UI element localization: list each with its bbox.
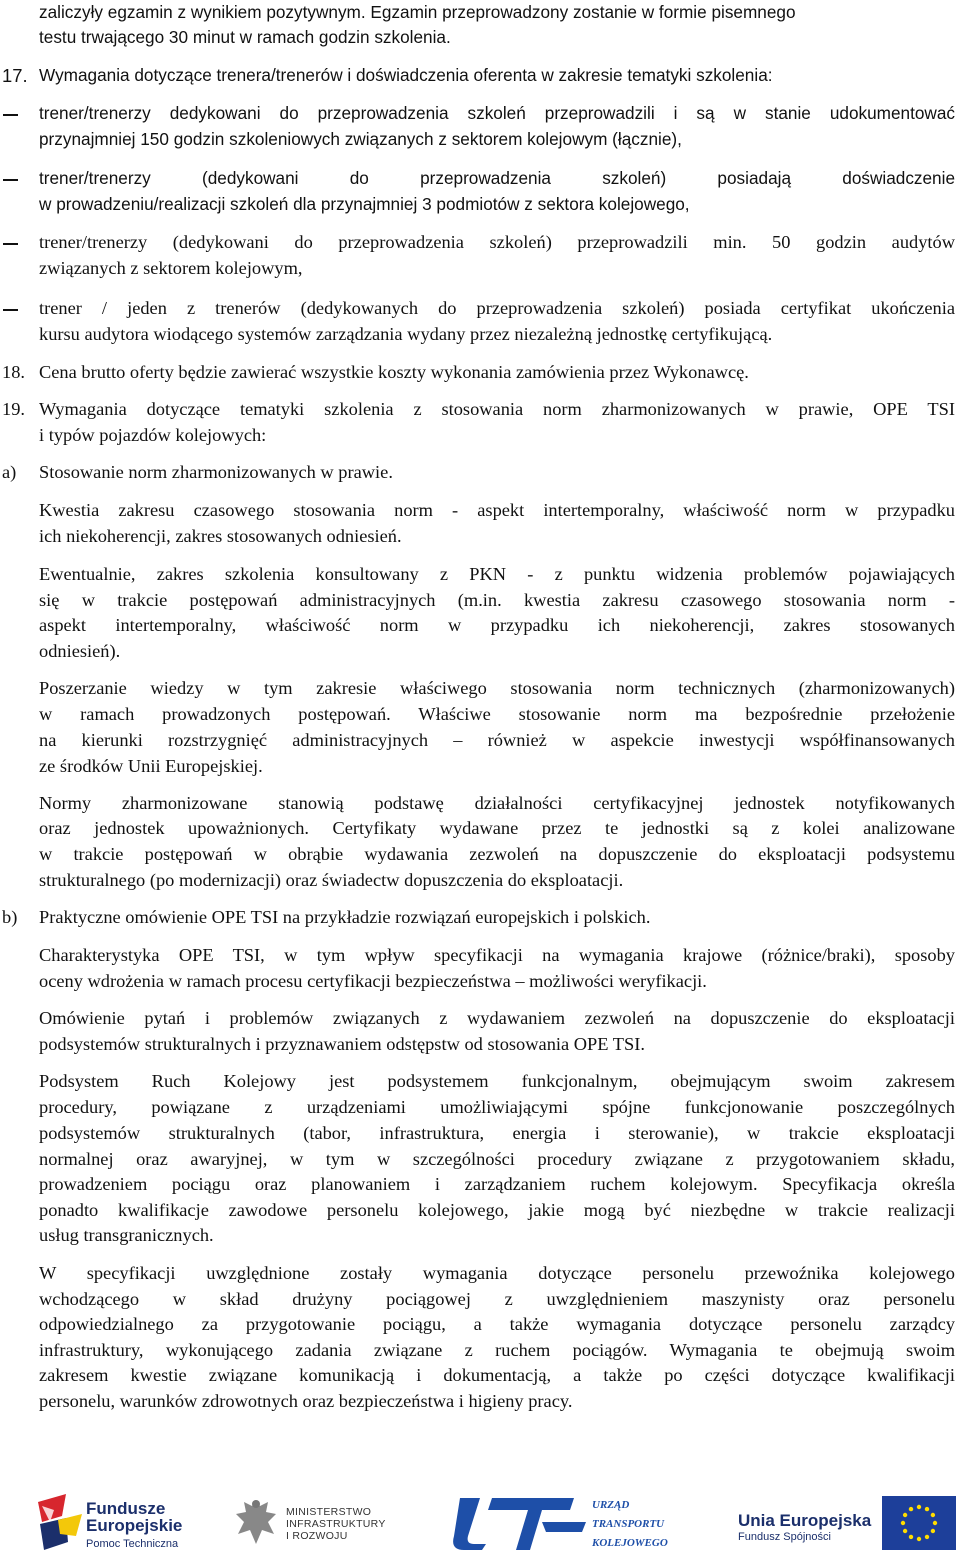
list-marker: 17. <box>2 65 28 86</box>
text-line: Normy zharmonizowane stanowią podstawę działalności certyfikacyjnej jednostek notyfikowanych <box>39 793 955 813</box>
text-line: trener/trenerzy (dedykowani do przeprowadzenia szkoleń) przeprowadzili min. 50 godzin audytów <box>39 232 955 252</box>
text-line: normalnej oraz awaryjnej, w tym w szczególności procedury związane z przygotowaniem składu, <box>39 1149 955 1169</box>
text-line: trener / jeden z trenerów (dedykowanych do przeprowadzenia szkoleń) posiada certyfikat ukończenia <box>39 298 955 318</box>
utk-mark-icon <box>446 1492 596 1554</box>
text-line: personelu, warunków zdrowotnych oraz bezpieczeństwa i higieny pracy. <box>39 1391 573 1411</box>
text-line: zakresem kwestie związane komunikacją i dokumentacją, a także po części dotyczące kwalifikacji <box>39 1365 955 1385</box>
list-marker: 19. <box>2 399 25 419</box>
eu-star <box>903 1513 907 1517</box>
eu-star <box>931 1513 935 1517</box>
eagle-emblem-icon <box>232 1494 280 1550</box>
text-line: i typów pojazdów kolejowych: <box>39 425 267 445</box>
footer-logos <box>0 1488 960 1558</box>
eu-flag-icon <box>882 1496 956 1550</box>
text-line: Stosowanie norm zharmonizowanych w prawie. <box>39 462 393 482</box>
mi-line3: I ROZWOJU <box>286 1530 348 1542</box>
text-line: Charakterystyka OPE TSI, w tym wpływ specyfikacji na wymagania krajowe (różnice/braki), sposoby <box>39 945 955 965</box>
list-marker: 18. <box>2 362 25 382</box>
text-line: podsystemów strukturalnych i przyznawaniem odstępstw od stosowania OPE TSI. <box>39 1034 645 1054</box>
text-line: Omówienie pytań i problemów związanych z wydawaniem zezwoleń na dopuszczenie do eksploatacji <box>39 1008 955 1028</box>
text-line: procedury, powiązane z urządzeniami umożliwiającymi spójne funkcjonowanie poszczególnych <box>39 1097 955 1117</box>
text-line: oraz jednostek upoważnionych. Certyfikaty wydawane przez te jednostki są z kolei analizowane <box>39 818 955 838</box>
fe-line3: Pomoc Techniczna <box>86 1538 179 1550</box>
text-line: w prowadzeniu/realizacji szkoleń dla przynajmniej 3 podmiotów z sektora kolejowego, <box>39 194 690 214</box>
text-line: trener/trenerzy dedykowani do przeprowadzenia szkoleń przeprowadzili i są w stanie udokumentować <box>39 103 955 123</box>
ministerstwo-logo <box>232 1494 412 1554</box>
eu-star <box>917 1505 921 1509</box>
text-line: przynajmniej 150 godzin szkoleniowych związanych z sektorem kolejowym (łącznie), <box>39 129 682 149</box>
list-marker: a) <box>2 462 17 482</box>
text-line: podsystemów strukturalnych (tabor, infrastruktura, energia i sterowanie), w trakcie eksploatacji <box>39 1123 955 1143</box>
eu-star <box>933 1521 937 1525</box>
text-line: oceny wdrożenia w ramach procesu certyfikacji bezpieczeństwa – możliwości weryfikacji. <box>39 971 707 991</box>
bullet-dash <box>3 243 18 245</box>
eu-star <box>909 1535 913 1539</box>
text-line: trener/trenerzy (dedykowani do przeprowadzenia szkoleń) posiadają doświadczenie <box>39 168 955 188</box>
eu-star <box>931 1529 935 1533</box>
fe-star-icon <box>36 1492 84 1554</box>
fundusze-europejskie-logo <box>36 1492 236 1556</box>
text-line: wchodzącego w skład drużyny pociągowej z uwzględnieniem maszynisty oraz personelu <box>39 1289 955 1309</box>
utk-line1: URZĄD <box>592 1499 630 1511</box>
text-line: się w trakcie postępowań administracyjnych (m.in. kwestia zakresu czasowego stosowania norm - <box>39 590 955 610</box>
text-line: w ramach prowadzonych postępowań. Właściwe stosowanie norm ma bezpośrednie przełożenie <box>39 704 955 724</box>
fe-line1: Fundusze <box>86 1499 166 1518</box>
eu-star <box>903 1529 907 1533</box>
unia-europejska-logo <box>738 1494 958 1554</box>
text-line: Ewentualnie, zakres szkolenia konsultowany z PKN - z punktu widzenia problemów pojawiających <box>39 564 955 584</box>
eu-star <box>917 1537 921 1541</box>
text-line: prowadzeniem pociągu oraz planowaniem i zarządzaniem ruchem kolejowym. Specyfikacja określa <box>39 1174 955 1194</box>
ue-line2: Fundusz Spójności <box>738 1531 831 1543</box>
bullet-dash <box>3 179 18 181</box>
text-line: usług transgranicznych. <box>39 1225 214 1245</box>
text-line: Poszerzanie wiedzy w tym zakresie właściwego stosowania norm technicznych (zharmonizowanych) <box>39 678 955 698</box>
eu-star <box>925 1507 929 1511</box>
text-line: Wymagania dotyczące trenera/trenerów i doświadczenia oferenta w zakresie tematyki szkolenia: <box>39 65 773 85</box>
text-line: ich niekoherencji, zakres stosowanych odniesień. <box>39 526 402 546</box>
mi-line1: MINISTERSTWO <box>286 1506 372 1518</box>
mi-line2: INFRASTRUKTURY <box>286 1518 386 1530</box>
text-line: ponadto kwalifikacje zawodowe personelu kolejowego, jakie mogą być niezbędne w trakcie realizacji <box>39 1200 955 1220</box>
text-line: W specyfikacji uwzględnione zostały wymagania dotyczące personelu przewoźnika kolejowego <box>39 1263 955 1283</box>
text-line: Praktyczne omówienie OPE TSI na przykładzie rozwiązań europejskich i polskich. <box>39 907 651 927</box>
text-line: ze środków Unii Europejskiej. <box>39 756 263 776</box>
ue-line1: Unia Europejska <box>738 1511 872 1530</box>
bullet-dash <box>3 114 18 116</box>
text-line: odpowiedzialnego za przygotowanie pociągu, a także wymagania dotyczące personelu zarządcy <box>39 1314 955 1334</box>
text-line: Podsystem Ruch Kolejowy jest podsystemem funkcjonalnym, obejmującym swoim zakresem <box>39 1071 955 1091</box>
eu-star <box>925 1535 929 1539</box>
list-marker: b) <box>2 907 18 927</box>
text-line: kursu audytora wiodącego systemów zarządzania wydany przez niezależną jednostkę certyfikującą. <box>39 324 773 344</box>
text-line: Wymagania dotyczące tematyki szkolenia z stosowania norm zharmonizowanych w prawie, OPE TSI <box>39 399 955 419</box>
text-line: na kierunki rozstrzygnięć administracyjnych – również w aspekcie inwestycji współfinansowanych <box>39 730 955 750</box>
eu-star <box>901 1521 905 1525</box>
eu-star <box>909 1507 913 1511</box>
text-line: Kwestia zakresu czasowego stosowania norm - aspekt intertemporalny, właściwość norm w przypadku <box>39 500 955 520</box>
utk-line2: TRANSPORTU <box>592 1518 665 1530</box>
text-line: aspekt intertemporalny, właściwość norm w przypadku ich niekoherencji, zakres stosowanych <box>39 615 955 635</box>
text-line: infrastruktury, wykonującego zadania związane z ruchem pociągów. Wymagania te obejmują swoim <box>39 1340 955 1360</box>
text-line: strukturalnego (po modernizacji) oraz świadectw dopuszczenia do eksploatacji. <box>39 870 624 890</box>
utk-logo <box>446 1492 696 1556</box>
text-line: zaliczyły egzamin z wynikiem pozytywnym. Egzamin przeprowadzony zostanie w formie pisemnego <box>39 2 796 22</box>
text-line: w trakcie postępowań w obrąbie wydawania zezwoleń na dopuszczenie do eksploatacji podsystemu <box>39 844 955 864</box>
utk-line3: KOLEJOWEGO <box>592 1537 668 1549</box>
text-line: Cena brutto oferty będzie zawierać wszystkie koszty wykonania zamówienia przez Wykonawcę. <box>39 362 749 382</box>
fe-line2: Europejskie <box>86 1516 183 1535</box>
text-line: odniesień). <box>39 641 121 661</box>
text-line: związanych z sektorem kolejowym, <box>39 258 303 278</box>
text-line: testu trwającego 30 minut w ramach godzin szkolenia. <box>39 27 451 47</box>
bullet-dash <box>3 309 18 311</box>
